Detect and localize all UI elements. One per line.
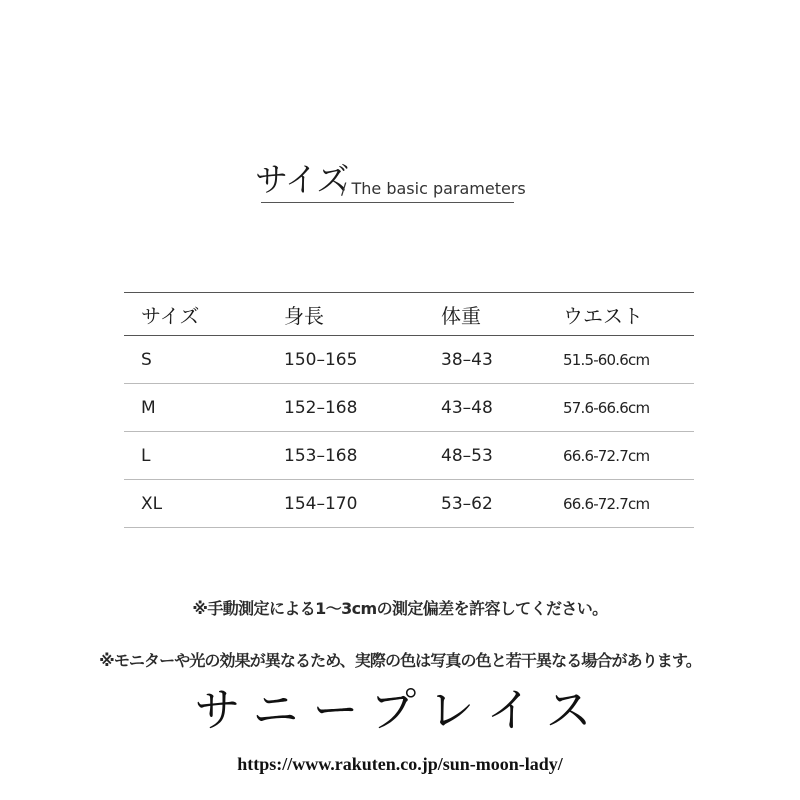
cell-size: XL [124, 480, 281, 528]
cell-height: 152–168 [281, 384, 441, 432]
cell-weight: 43–48 [441, 384, 563, 432]
section-heading [255, 158, 526, 204]
size-table [124, 292, 694, 528]
cell-height: 154–170 [281, 480, 441, 528]
table-header-row [124, 293, 694, 336]
cell-weight: 48–53 [441, 432, 563, 480]
cell-weight: 38–43 [441, 336, 563, 384]
cell-waist: 51.5-60.6cm [563, 336, 694, 384]
heading-title: サイズ [255, 160, 349, 199]
heading-subtitle: / The basic parameters [341, 179, 526, 198]
table-row [124, 336, 694, 384]
color-note: ※モニターや光の効果が異なるため、実際の色は写真の色と若干異なる場合があります。 [99, 651, 701, 670]
table-row [124, 480, 694, 528]
cell-size: L [124, 432, 281, 480]
cell-waist: 66.6-72.7cm [563, 480, 694, 528]
cell-height: 153–168 [281, 432, 441, 480]
brand-name: サニープレイス [194, 683, 606, 737]
measurement-note: ※手動測定による1～3cmの測定偏差を許容してください。 [192, 599, 608, 618]
heading-underline [261, 202, 514, 203]
cell-size: S [124, 336, 281, 384]
header-size: サイズ [124, 293, 281, 336]
shop-url: https://www.rakuten.co.jp/sun-moon-lady/ [237, 754, 563, 774]
cell-height: 150–165 [281, 336, 441, 384]
table-row [124, 432, 694, 480]
header-weight: 体重 [441, 293, 563, 336]
header-height: 身長 [281, 293, 441, 336]
cell-weight: 53–62 [441, 480, 563, 528]
cell-size: M [124, 384, 281, 432]
table-row [124, 384, 694, 432]
cell-waist: 66.6-72.7cm [563, 432, 694, 480]
cell-waist: 57.6-66.6cm [563, 384, 694, 432]
header-waist: ウエスト [563, 293, 694, 336]
